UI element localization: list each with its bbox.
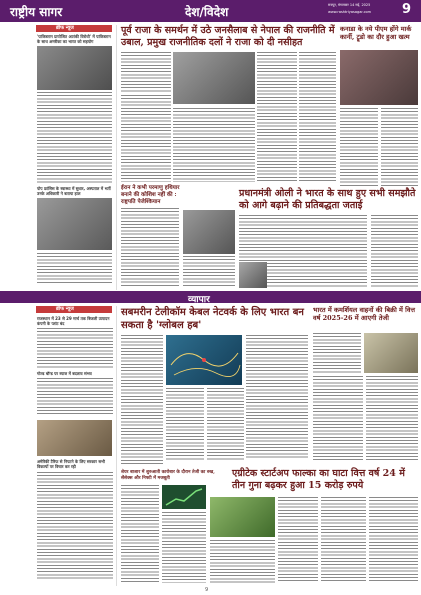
biz-left-body3 <box>37 472 113 580</box>
section-title: देश/विदेश <box>185 5 229 19</box>
submarine-body2 <box>166 388 204 460</box>
falka-body3 <box>321 497 366 583</box>
masthead-left-title: राष्ट्रीय सागर <box>10 5 63 19</box>
business-band-label: व्यापार <box>188 295 210 305</box>
footer-page: 9 <box>205 587 209 593</box>
submarine-headline: सबमरीन टेलीकॉम केबल नेटवर्क के लिए भारत बन सकता है 'ग्लोबल हब' <box>121 307 304 331</box>
page-number: 9 <box>402 2 412 17</box>
iran-body2 <box>183 256 235 288</box>
biz-left-strip-label: ब्रीफ न्यूज <box>56 306 74 312</box>
biz-left-strip <box>36 306 112 313</box>
nepal-headline: पूर्व राजा के समर्थन में उठे जनसैलाब से नेपाल की राजनीति में उबाल, प्रमुख राजनीतिक दलों ने राजा को दी नसीहत <box>121 25 335 48</box>
oli-photo <box>239 262 267 288</box>
submarine-body1 <box>121 335 163 465</box>
submarine-map <box>166 335 242 385</box>
website-line: www.rashtriyasagar.com <box>328 10 372 14</box>
nepal-body-col1b <box>121 95 171 182</box>
canada-headline: कनाडा के नये पीएम होंगे मार्क कार्नी, ट्रूडो का दौर हुआ खत्म <box>340 25 412 41</box>
left-brief-headline: 'पाकिस्तान प्रायोजित आतंकी विरोधी' में पाकिस्तान के साथ अमरीका का भारत को सहयोग <box>37 34 111 44</box>
oli-headline: प्रधानमंत्री ओली ने भारत के साथ हुए सभी समझौते को आगे बढ़ाने की प्रतिबद्धता जताई <box>239 188 416 211</box>
carney-photo <box>340 50 418 105</box>
biz-left-headline: राजस्थान में 23 से 29 मार्च तक बिजली उत्पादन कंपनी के प्लांट बंद <box>37 316 110 326</box>
left-brief-strip-label: ब्रीफ न्यूज <box>56 25 74 31</box>
falka-body1 <box>210 540 275 583</box>
date-line: रायपुर, मंगलवार 14 मई, 2025 <box>328 3 371 7</box>
nepal-body-col1 <box>121 52 171 92</box>
market-headline: शेयर बाजार में शुरुआती कारोबार के दौरान तेजी का रुख, सेंसेक्स और निफ्टी में मजबूती <box>121 470 215 481</box>
canada-body-a <box>340 108 378 186</box>
biz-left-body2 <box>37 378 113 416</box>
market-graphic <box>162 485 206 509</box>
left-brief-strip <box>36 25 112 32</box>
biz-left-photo <box>37 420 112 456</box>
biz-left-headline3: अमेरिकी टैरिफ से निपटने के लिए सरकार सभी विकल्पों पर विचार कर रही <box>37 459 105 469</box>
stock-arrow-icon <box>162 485 206 509</box>
vehicles-body1 <box>313 333 361 373</box>
column-rule <box>116 25 117 290</box>
left-brief-photo <box>37 46 112 90</box>
canada-body-b <box>381 108 418 186</box>
nepal-photo <box>173 52 255 104</box>
vehicles-body3 <box>366 376 418 462</box>
market-body1 <box>121 485 159 583</box>
nepal-body-col2 <box>257 52 297 182</box>
biz-left-headline2: गोल्ड बॉन्ड पर ब्याज में बदलाव संभव <box>37 371 92 376</box>
left-brief-body <box>37 92 112 184</box>
vehicles-headline: भारत में कमर्शियल वाहनों की बिक्री में वित्त वर्ष 2025-26 में आएगी तेजी <box>313 306 415 322</box>
iran-photo <box>183 210 235 254</box>
falka-photo <box>210 497 275 537</box>
biz-column-rule <box>116 306 117 586</box>
falka-body2 <box>278 497 318 583</box>
submarine-body3 <box>207 388 244 460</box>
market-body2 <box>162 512 206 583</box>
left-sub-headline: पोप फ्रांसिस के स्वास्थ्य में सुधार, अस्पताल में भर्ती उनके अधिकारी ने बताया हाल <box>37 186 111 196</box>
nepal-body-col4 <box>299 52 336 182</box>
iran-body <box>121 208 179 288</box>
business-band <box>0 291 421 303</box>
falka-body4 <box>369 497 418 583</box>
left-sub-body <box>37 253 112 283</box>
pope-photo <box>37 198 112 250</box>
truck-photo <box>364 333 418 373</box>
right-body-c <box>371 215 418 288</box>
submarine-body4 <box>246 335 308 460</box>
falka-headline: एग्रीटेक स्टार्टअप फाल्का का घाटा वित्त वर्ष 24 में तीन गुना बढ़कर हुआ 15 करोड़ रुपये <box>232 468 405 491</box>
nepal-body-col3 <box>173 108 255 182</box>
cable-map-graphic <box>166 335 242 385</box>
vehicles-body2 <box>313 376 363 462</box>
biz-left-body <box>37 328 113 368</box>
iran-headline: ईरान ने कभी परमाणु हथियार बनाने की कोशिश नहीं की : राष्ट्रपति पेजेश्कियान <box>121 185 180 205</box>
